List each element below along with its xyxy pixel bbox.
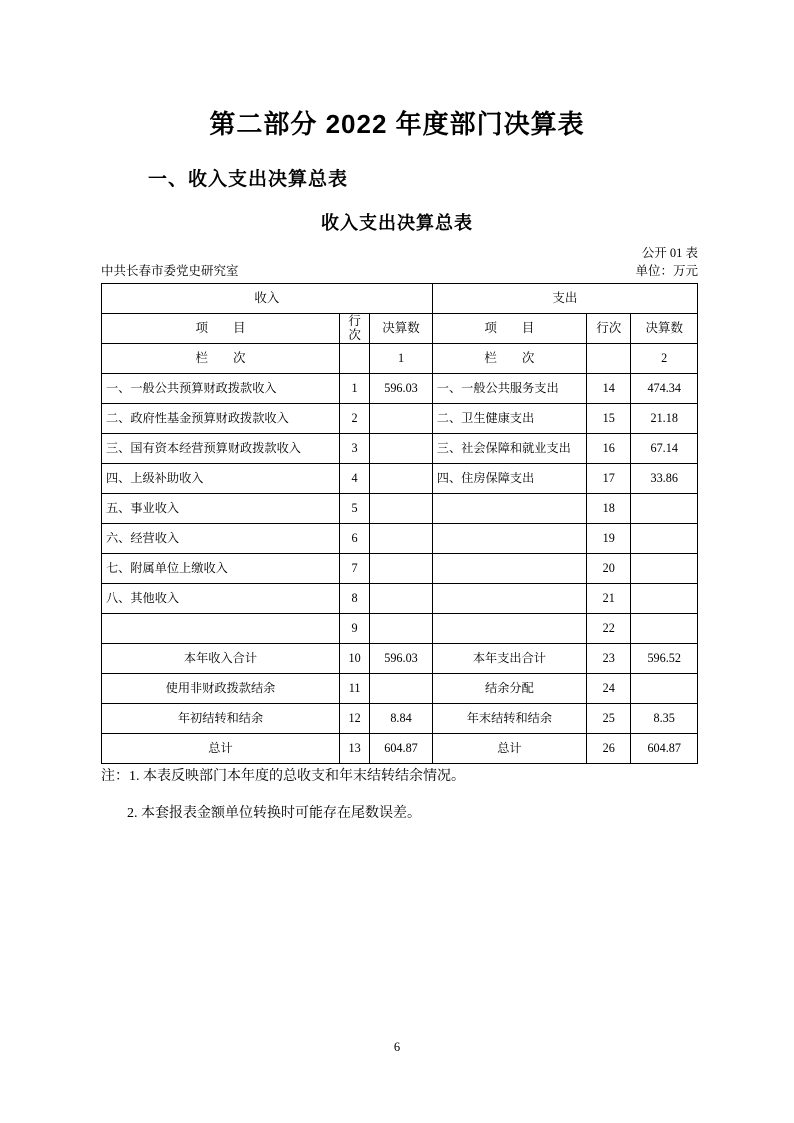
row-income-line: 5 [339,494,369,524]
row-income-item: 六、经营收入 [102,524,340,554]
row-expense-line: 19 [587,524,631,554]
column-header-expense-amount: 决算数 [631,314,698,344]
row-expense-item [432,524,586,554]
row-income-amount [370,554,433,584]
row-expense-amount [631,524,698,554]
row-income-amount [370,524,433,554]
row-income-item: 年初结转和结余 [102,704,340,734]
row-expense-item: 总计 [432,734,586,764]
row-income-amount [370,614,433,644]
column-header-income-item: 项 目 [102,314,340,344]
table-header [102,284,698,374]
row-income-amount: 604.87 [370,734,433,764]
column-header-expense-item: 项 目 [432,314,586,344]
row-expense-line: 15 [587,404,631,434]
row-income-amount: 8.84 [370,704,433,734]
row-expense-amount: 596.52 [631,644,698,674]
row-income-line: 9 [339,614,369,644]
row-expense-item [432,614,586,644]
row-income-line: 7 [339,554,369,584]
table-heading: 收入支出决算总表 [321,213,473,233]
row-expense-item: 年末结转和结余 [432,704,586,734]
row-expense-amount [631,494,698,524]
group-header-income: 收入 [102,284,433,314]
row-expense-amount [631,584,698,614]
row-expense-line: 18 [587,494,631,524]
row-expense-amount: 8.35 [631,704,698,734]
row-income-amount: 596.03 [370,644,433,674]
row-expense-line: 20 [587,554,631,584]
column-index-blank-income [339,344,369,374]
column-header-row [102,314,698,344]
row-income-item: 本年收入合计 [102,644,340,674]
department-name: 中共长春市委党史研究室 [101,264,239,278]
row-expense-line: 25 [587,704,631,734]
row-income-line: 4 [339,464,369,494]
row-expense-amount: 21.18 [631,404,698,434]
column-index-expense: 2 [631,344,698,374]
row-income-item: 五、事业收入 [102,494,340,524]
table-row [102,464,698,494]
row-expense-line: 14 [587,374,631,404]
row-expense-line: 23 [587,644,631,674]
row-income-line: 3 [339,434,369,464]
table-row [102,494,698,524]
row-expense-line: 21 [587,584,631,614]
row-expense-item [432,494,586,524]
row-expense-item: 结余分配 [432,674,586,704]
row-income-item: 七、附属单位上缴收入 [102,554,340,584]
row-expense-line: 16 [587,434,631,464]
group-header-expense: 支出 [432,284,697,314]
row-income-amount [370,494,433,524]
column-index-label-expense: 栏 次 [432,344,586,374]
page-number: 6 [393,1040,401,1054]
row-income-line: 10 [339,644,369,674]
row-income-line: 11 [339,674,369,704]
row-expense-item [432,554,586,584]
row-expense-line: 22 [587,614,631,644]
page-title: 第二部分 2022 年度部门决算表 [209,109,585,139]
row-income-line: 12 [339,704,369,734]
row-expense-amount: 474.34 [631,374,698,404]
row-income-amount [370,434,433,464]
table-row [102,374,698,404]
note-item-1: 注：1. 本表反映部门本年度的总收支和年末结转结余情况。 [101,769,465,784]
row-expense-item: 二、卫生健康支出 [432,404,586,434]
row-income-line: 8 [339,584,369,614]
row-expense-item: 三、社会保障和就业支出 [432,434,586,464]
row-expense-line: 26 [587,734,631,764]
table-row [102,554,698,584]
row-income-line: 6 [339,524,369,554]
table-row [102,584,698,614]
table-row [102,674,698,704]
column-header-income-amount: 决算数 [370,314,433,344]
row-income-item: 三、国有资本经营预算财政拨款收入 [102,434,340,464]
row-expense-line: 24 [587,674,631,704]
note-item-2: 2. 本套报表金额单位转换时可能存在尾数误差。 [127,806,421,821]
group-header-row [102,284,698,314]
row-income-item: 一、一般公共预算财政拨款收入 [102,374,340,404]
row-expense-amount: 67.14 [631,434,698,464]
column-index-income: 1 [370,344,433,374]
row-expense-amount: 33.86 [631,464,698,494]
table-row [102,704,698,734]
column-header-expense-line: 行次 [587,314,631,344]
row-income-amount [370,404,433,434]
row-income-item: 四、上级补助收入 [102,464,340,494]
column-header-income-line: 行次 [339,314,369,344]
row-income-line: 1 [339,374,369,404]
row-expense-amount [631,674,698,704]
row-income-item: 二、政府性基金预算财政拨款收入 [102,404,340,434]
table-notes [101,766,701,824]
row-expense-amount: 604.87 [631,734,698,764]
table-row [102,404,698,434]
row-income-item: 使用非财政拨款结余 [102,674,340,704]
unit-label: 单位：万元 [635,264,698,278]
form-code-label: 公开 01 表 [641,246,698,260]
column-index-blank-expense [587,344,631,374]
row-expense-item: 四、住房保障支出 [432,464,586,494]
table-row [102,614,698,644]
section-heading: 一、收入支出决算总表 [148,169,349,190]
row-income-item [102,614,340,644]
row-income-line: 2 [339,404,369,434]
row-expense-item: 本年支出合计 [432,644,586,674]
column-index-label-income: 栏 次 [102,344,340,374]
table-row [102,524,698,554]
row-expense-item: 一、一般公共服务支出 [432,374,586,404]
column-index-row [102,344,698,374]
revenue-expenditure-table [101,283,698,764]
row-expense-amount [631,614,698,644]
row-income-amount [370,464,433,494]
row-income-line: 13 [339,734,369,764]
row-income-item: 总计 [102,734,340,764]
table-row [102,434,698,464]
table-body [102,374,698,764]
row-income-amount [370,584,433,614]
row-income-item: 八、其他收入 [102,584,340,614]
row-income-amount [370,674,433,704]
table-row [102,644,698,674]
row-income-amount: 596.03 [370,374,433,404]
table-row [102,734,698,764]
row-expense-item [432,584,586,614]
row-expense-amount [631,554,698,584]
row-expense-line: 17 [587,464,631,494]
